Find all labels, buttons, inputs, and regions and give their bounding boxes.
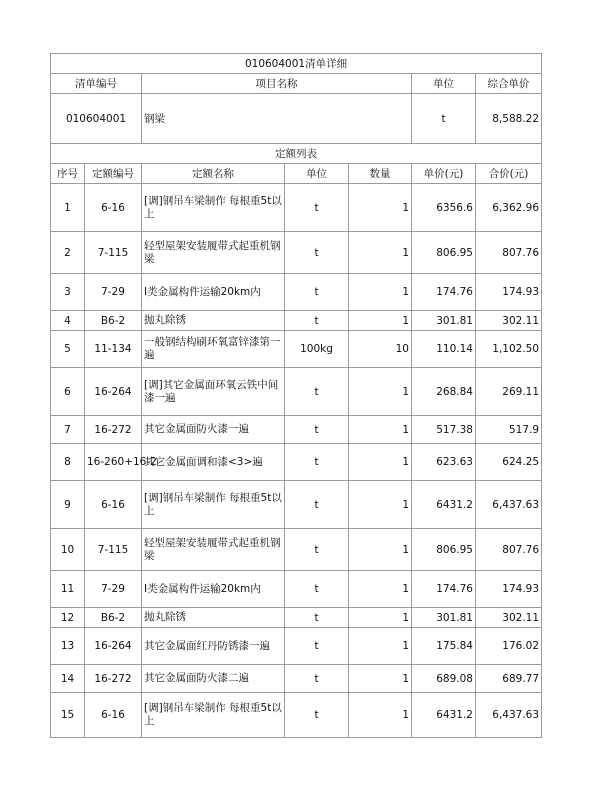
bill-code: 010604001	[51, 94, 142, 144]
table-row	[51, 608, 542, 628]
table-row	[51, 331, 542, 368]
table-title: 010604001清单详细	[51, 54, 542, 74]
quota-unit: t	[285, 184, 349, 232]
col-name: 定额名称	[142, 164, 285, 184]
quota-price: 301.81	[412, 608, 476, 628]
quota-code: 16-272	[85, 665, 142, 693]
quota-price: 689.08	[412, 665, 476, 693]
table-row	[51, 529, 542, 571]
quota-qty: 1	[349, 665, 412, 693]
quota-name: 抛丸除锈	[142, 608, 285, 628]
quota-name: 其它金属面防火漆一遍	[142, 416, 285, 444]
quota-qty: 1	[349, 274, 412, 311]
quota-total: 517.9	[476, 416, 542, 444]
quota-name: Ⅰ类金属构件运输20km内	[142, 274, 285, 311]
row-number: 10	[51, 529, 85, 571]
table-row	[51, 368, 542, 416]
table-row	[51, 571, 542, 608]
quota-code: 16-260+16-2	[85, 444, 142, 481]
quota-qty: 1	[349, 311, 412, 331]
quota-price: 301.81	[412, 311, 476, 331]
quota-name: 其它金属面调和漆<3>遍	[142, 444, 285, 481]
quota-code: 6-16	[85, 481, 142, 529]
quota-price: 110.14	[412, 331, 476, 368]
row-number: 2	[51, 232, 85, 274]
quota-name: 其它金属面防火漆二遍	[142, 665, 285, 693]
quota-code: 11-134	[85, 331, 142, 368]
row-number: 5	[51, 331, 85, 368]
quota-code: 7-115	[85, 529, 142, 571]
quota-price: 6431.2	[412, 481, 476, 529]
quota-total: 624.25	[476, 444, 542, 481]
col-unit: 单位	[285, 164, 349, 184]
quota-qty: 1	[349, 628, 412, 665]
quota-qty: 10	[349, 331, 412, 368]
quota-unit: t	[285, 608, 349, 628]
bill-price: 8,588.22	[476, 94, 542, 144]
quota-code: 16-264	[85, 368, 142, 416]
quota-code: 7-115	[85, 232, 142, 274]
table-row	[51, 693, 542, 738]
quota-unit: t	[285, 571, 349, 608]
row-number: 12	[51, 608, 85, 628]
quota-unit: t	[285, 232, 349, 274]
quota-code: 16-272	[85, 416, 142, 444]
header-code-label: 清单编号	[51, 74, 142, 94]
quota-qty: 1	[349, 416, 412, 444]
quota-unit: t	[285, 444, 349, 481]
quota-qty: 1	[349, 571, 412, 608]
quota-qty: 1	[349, 232, 412, 274]
quota-name: 其它金属面红丹防锈漆一遍	[142, 628, 285, 665]
table-row	[51, 628, 542, 665]
quota-price: 806.95	[412, 529, 476, 571]
quota-price: 6431.2	[412, 693, 476, 738]
quota-total: 807.76	[476, 529, 542, 571]
quota-total: 302.11	[476, 608, 542, 628]
quota-title: 定额列表	[51, 144, 542, 164]
quota-name: 轻型屋架安装履带式起重机钢梁	[142, 529, 285, 571]
quota-qty: 1	[349, 693, 412, 738]
quota-unit: t	[285, 665, 349, 693]
table-row	[51, 416, 542, 444]
table-row	[51, 274, 542, 311]
quota-code: 7-29	[85, 571, 142, 608]
table-row	[51, 444, 542, 481]
quota-price: 6356.6	[412, 184, 476, 232]
quota-total: 689.77	[476, 665, 542, 693]
quota-name: 一般钢结构刷环氧富锌漆第一遍	[142, 331, 285, 368]
quota-price: 623.63	[412, 444, 476, 481]
quota-total: 807.76	[476, 232, 542, 274]
quota-total: 176.02	[476, 628, 542, 665]
quota-code: B6-2	[85, 608, 142, 628]
quota-total: 174.93	[476, 274, 542, 311]
row-number: 8	[51, 444, 85, 481]
quota-name: [调]钢吊车梁制作 每根重5t以上	[142, 481, 285, 529]
table-row	[51, 311, 542, 331]
quota-total: 6,437.63	[476, 481, 542, 529]
quota-price: 268.84	[412, 368, 476, 416]
row-number: 9	[51, 481, 85, 529]
quota-qty: 1	[349, 481, 412, 529]
quota-price: 174.76	[412, 571, 476, 608]
col-price: 单价(元)	[412, 164, 476, 184]
quota-unit: t	[285, 416, 349, 444]
quota-unit: t	[285, 368, 349, 416]
quota-code: 6-16	[85, 184, 142, 232]
header-price-label: 综合单价	[476, 74, 542, 94]
quota-qty: 1	[349, 444, 412, 481]
quota-code: 6-16	[85, 693, 142, 738]
col-no: 序号	[51, 164, 85, 184]
row-number: 15	[51, 693, 85, 738]
quota-name: [调]钢吊车梁制作 每根重5t以上	[142, 184, 285, 232]
quota-name: [调]钢吊车梁制作 每根重5t以上	[142, 693, 285, 738]
quota-total: 174.93	[476, 571, 542, 608]
quota-price: 517.38	[412, 416, 476, 444]
table-row	[51, 232, 542, 274]
row-number: 11	[51, 571, 85, 608]
quota-unit: t	[285, 628, 349, 665]
quota-total: 269.11	[476, 368, 542, 416]
quota-name: 抛丸除锈	[142, 311, 285, 331]
quota-total: 6,362.96	[476, 184, 542, 232]
quota-total: 6,437.63	[476, 693, 542, 738]
quota-qty: 1	[349, 608, 412, 628]
header-name-label: 项目名称	[142, 74, 412, 94]
quota-total: 1,102.50	[476, 331, 542, 368]
quota-unit: 100kg	[285, 331, 349, 368]
quota-name: Ⅰ类金属构件运输20km内	[142, 571, 285, 608]
quota-total: 302.11	[476, 311, 542, 331]
header-unit-label: 单位	[412, 74, 476, 94]
quota-code: 7-29	[85, 274, 142, 311]
quota-name: 轻型屋架安装履带式起重机钢梁	[142, 232, 285, 274]
quota-unit: t	[285, 529, 349, 571]
table-row	[51, 184, 542, 232]
row-number: 6	[51, 368, 85, 416]
quota-price: 174.76	[412, 274, 476, 311]
quota-unit: t	[285, 311, 349, 331]
quota-qty: 1	[349, 368, 412, 416]
quota-unit: t	[285, 693, 349, 738]
quota-unit: t	[285, 274, 349, 311]
row-number: 7	[51, 416, 85, 444]
quota-qty: 1	[349, 184, 412, 232]
row-number: 14	[51, 665, 85, 693]
row-number: 3	[51, 274, 85, 311]
quota-unit: t	[285, 481, 349, 529]
quota-code: B6-2	[85, 311, 142, 331]
quota-price: 806.95	[412, 232, 476, 274]
quota-qty: 1	[349, 529, 412, 571]
row-number: 13	[51, 628, 85, 665]
row-number: 1	[51, 184, 85, 232]
quota-code: 16-264	[85, 628, 142, 665]
col-qty: 数量	[349, 164, 412, 184]
bill-detail-table	[50, 53, 542, 738]
col-code: 定额编号	[85, 164, 142, 184]
bill-unit: t	[412, 94, 476, 144]
col-total: 合价(元)	[476, 164, 542, 184]
table-row	[51, 481, 542, 529]
quota-price: 175.84	[412, 628, 476, 665]
table-row	[51, 665, 542, 693]
bill-name: 钢梁	[142, 94, 412, 144]
row-number: 4	[51, 311, 85, 331]
quota-name: [调]其它金属面环氧云铁中间漆一遍	[142, 368, 285, 416]
